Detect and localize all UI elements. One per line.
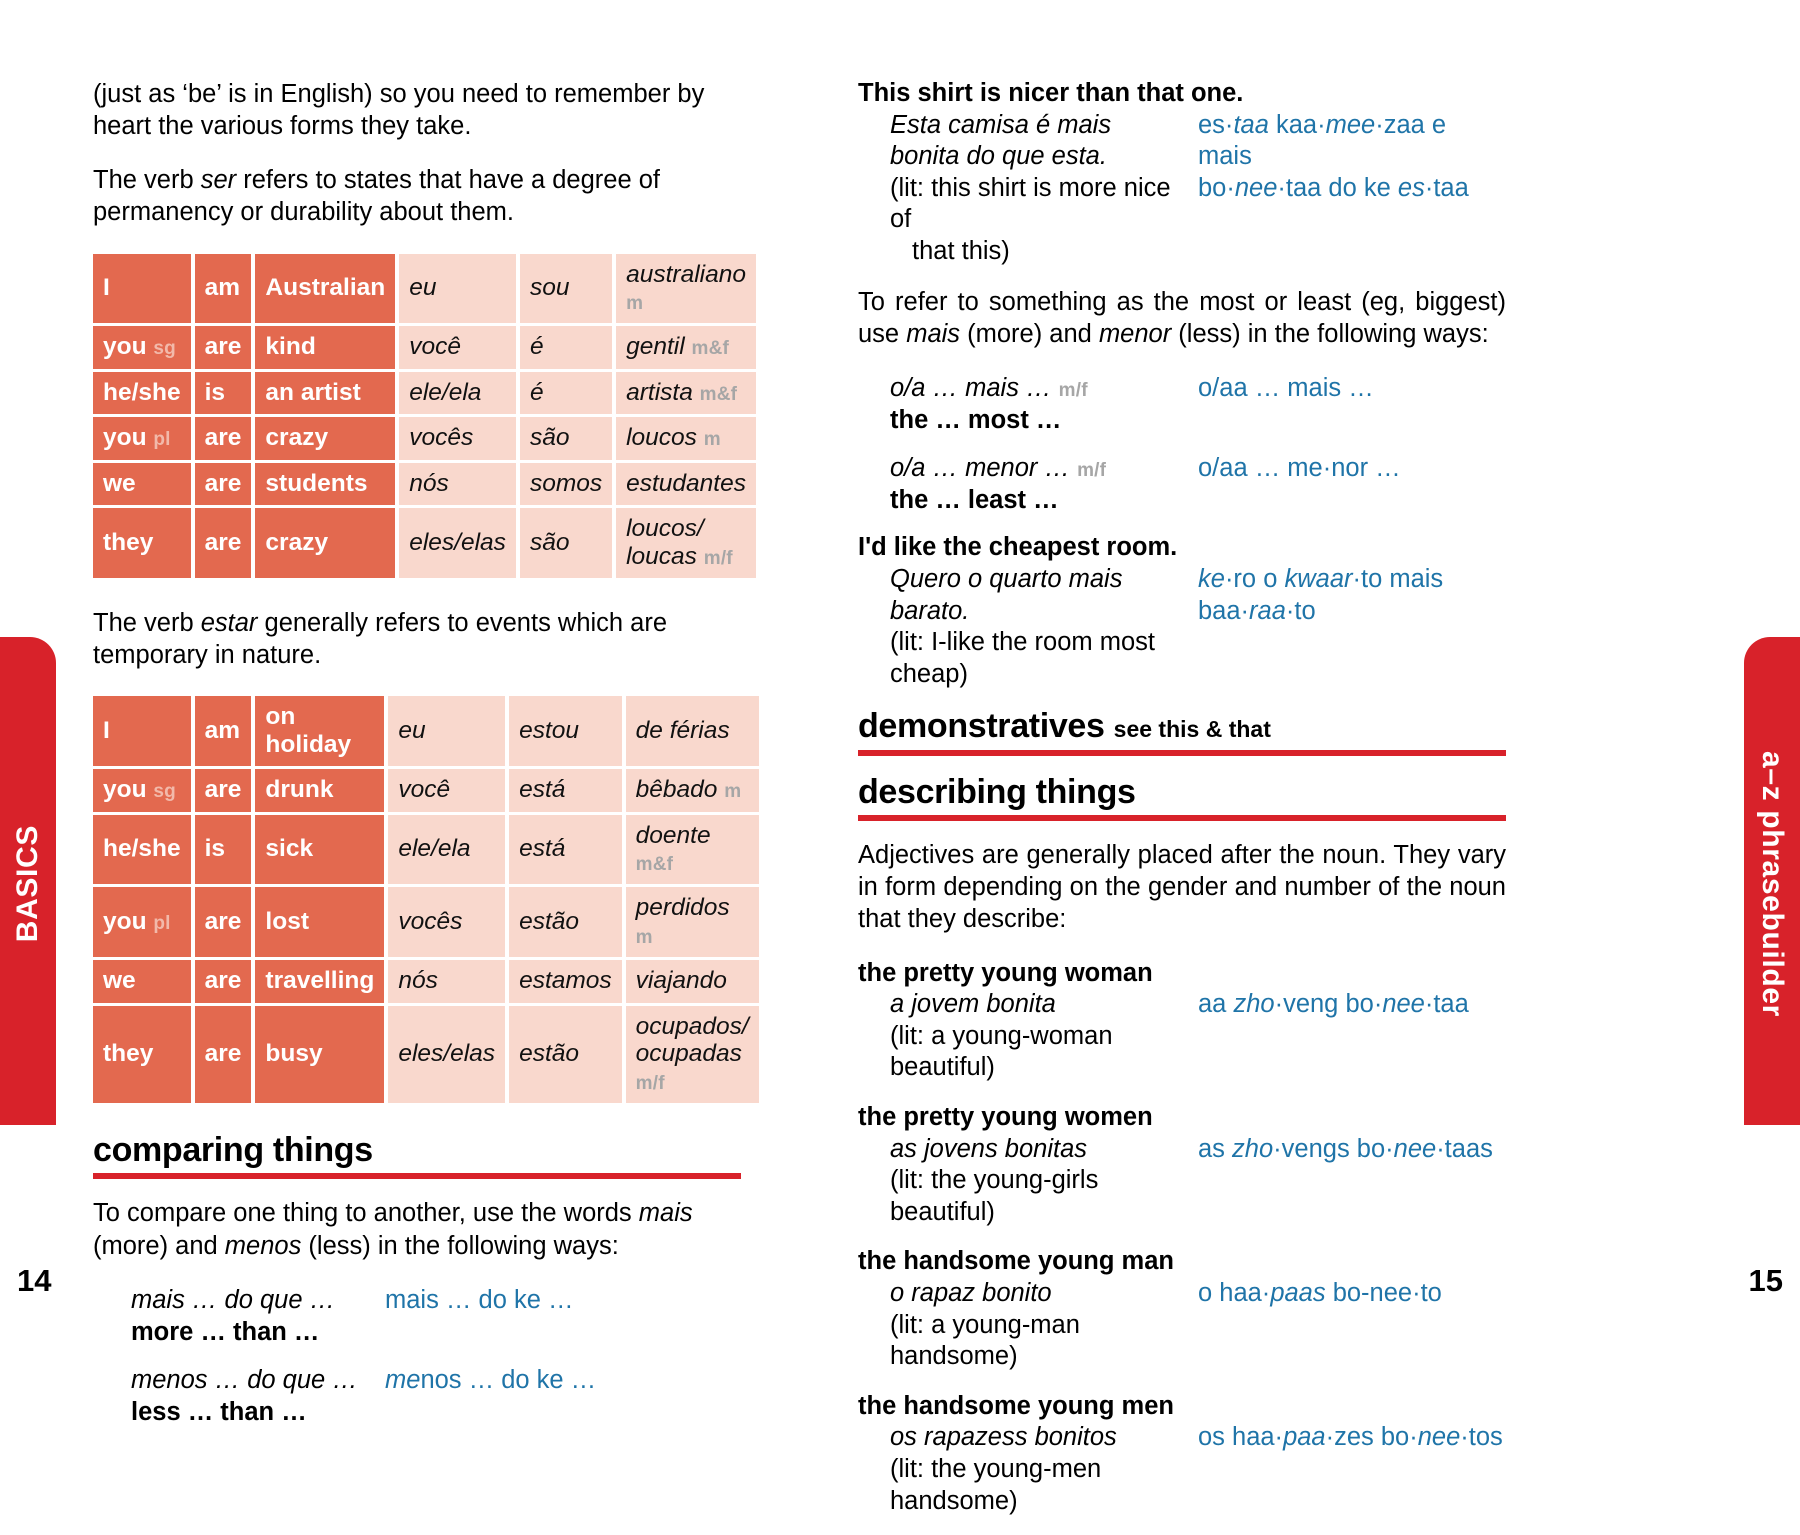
cell-complement: travelling: [255, 960, 384, 1002]
pair-gloss: more … than …: [131, 1317, 320, 1346]
adjective-phonetic: [1198, 1422, 1503, 1454]
native-line: as jovens bonitas: [890, 1134, 1088, 1163]
pair-mais: [93, 1284, 715, 1348]
comparing-paragraph: [93, 1197, 715, 1261]
pair-gender-tag: m/f: [1077, 460, 1107, 482]
example-room: [858, 532, 1506, 690]
pair-gloss: the … most …: [890, 406, 1062, 435]
phonetic-stress: taa: [1233, 110, 1269, 139]
comparing-word-menos: menos: [224, 1231, 302, 1260]
cell-verb: are: [195, 960, 252, 1002]
cell-pt-pronoun: nós: [388, 960, 505, 1002]
cell-complement: drunk: [255, 769, 384, 811]
table-row: [93, 508, 756, 578]
adjective-row: [858, 1422, 1506, 1517]
pair-left: [93, 1364, 385, 1428]
phonetic-seg: …: [1368, 454, 1401, 483]
adjective-row: [858, 1134, 1506, 1229]
cell-verb: are: [195, 887, 252, 957]
page-number-right: 15: [1748, 1263, 1783, 1298]
cell-pt-verb: somos: [520, 463, 612, 505]
cell-pt-pronoun: eles/elas: [399, 508, 516, 578]
cell-pronoun: [93, 1006, 191, 1103]
table-row: [93, 769, 759, 811]
cell-complement: an artist: [255, 372, 395, 414]
cell-pronoun-text: we: [103, 967, 136, 995]
phonetic-stress: nee: [1417, 1423, 1461, 1452]
pair-phonetic-stress: me: [385, 1365, 421, 1394]
section-demonstratives: [858, 708, 1506, 755]
adjective-heading: the handsome young men: [858, 1391, 1174, 1420]
section-rule: [93, 1173, 741, 1179]
adjective-example-2: [858, 1102, 1506, 1228]
pair-phonetic: mais … do ke …: [385, 1285, 574, 1314]
table-row: [93, 887, 759, 957]
example-room-heading: I'd like the cheapest room.: [858, 533, 1178, 562]
cell-pt-gender-tag: m: [635, 926, 653, 948]
example-shirt-heading: This shirt is nicer than that one.: [858, 79, 1244, 107]
pair-least: [858, 452, 1506, 516]
pair-row: [858, 372, 1506, 436]
cell-pronoun: [93, 372, 191, 414]
cell-pronoun: [93, 769, 191, 811]
phonetic-stress: nor: [1331, 454, 1369, 483]
cell-pt-verb: é: [520, 372, 612, 414]
native-line: bonita do que esta.: [890, 142, 1107, 171]
phonetic-seg: ·taa do ke: [1277, 173, 1398, 202]
estar-verb-italic: estar: [200, 609, 258, 637]
example-shirt: [858, 78, 1506, 268]
cell-pt-verb: está: [509, 815, 622, 885]
page-number-left: 14: [17, 1263, 52, 1298]
cell-pronoun: [93, 960, 191, 1002]
section-demonstratives-label: demonstratives: [858, 707, 1105, 746]
phonetic-stress: paa: [1283, 1423, 1326, 1452]
superlative-paragraph-b: (more) and: [960, 319, 1099, 348]
phonetic-seg: o/aa … mais …: [1198, 373, 1374, 402]
cell-pronoun-text: you: [103, 424, 147, 452]
native-line: os rapazess bonitos: [890, 1423, 1117, 1452]
example-shirt-native: [858, 110, 1198, 268]
pair-native-wrap: [890, 452, 1198, 484]
phonetic-seg: baa·: [1198, 596, 1250, 625]
cell-pt-complement-text: artista: [626, 378, 693, 406]
cell-verb: are: [195, 463, 252, 505]
adjective-native: [858, 1422, 1198, 1517]
section-demonstratives-crossref[interactable]: see this & that: [1113, 716, 1271, 743]
cell-pt-complement: [616, 372, 756, 414]
cell-pt-complement: [626, 769, 759, 811]
example-room-row: [858, 564, 1506, 690]
cell-pt-pronoun: eu: [399, 254, 516, 324]
cell-verb: are: [195, 417, 252, 459]
cell-pt-verb: são: [520, 417, 612, 459]
cell-verb: are: [195, 508, 252, 578]
phonetic-seg: ·to: [1285, 596, 1316, 625]
cell-pt-complement: [616, 254, 756, 324]
cell-pt-verb: é: [520, 326, 612, 368]
left-page-column: [93, 78, 749, 1444]
cell-pt-pronoun: você: [399, 326, 516, 368]
cell-pt-verb: estão: [509, 887, 622, 957]
cell-pt-pronoun: você: [388, 769, 505, 811]
literal-line: (lit: this shirt is more nice of: [890, 173, 1171, 234]
cell-pronoun-tag: sg: [153, 781, 176, 803]
adjective-example-1: [858, 958, 1506, 1084]
cell-pronoun: [93, 326, 191, 368]
phonetic-line: [1198, 173, 1506, 205]
table-row: [93, 815, 759, 885]
cell-pt-pronoun: vocês: [399, 417, 516, 459]
table-row: [93, 326, 756, 368]
literal-line: (lit: a young-man handsome): [890, 1310, 1080, 1371]
phonetic-stress: nee: [1382, 990, 1425, 1019]
pair-native: mais … do que …: [131, 1285, 336, 1314]
cell-pt-pronoun: ele/ela: [399, 372, 516, 414]
native-line: barato.: [890, 596, 970, 625]
section-comparing-things: [93, 1132, 715, 1179]
cell-complement: busy: [255, 1006, 384, 1103]
pair-native-wrap: [890, 372, 1198, 404]
cell-pronoun-tag: pl: [153, 429, 171, 451]
phonetic-seg: ·ro o: [1224, 564, 1285, 593]
adjective-row: [858, 989, 1506, 1084]
literal-line: (lit: I-like the room most cheap): [890, 628, 1155, 688]
pair-phonetic: [1198, 372, 1374, 404]
native-line: Esta camisa é mais: [890, 110, 1112, 139]
phonetic-seg: es·: [1198, 110, 1234, 139]
pair-gender-tag: m/f: [1058, 379, 1088, 401]
table-row: [93, 696, 759, 766]
cell-pronoun-text: we: [103, 469, 136, 497]
phonetic-seg: ·zes bo·: [1325, 1423, 1418, 1452]
cell-pt-gender-tag: m&f: [635, 854, 674, 875]
example-shirt-phonetic: [1198, 110, 1506, 205]
section-demonstratives-title: [858, 708, 1506, 749]
cell-verb: are: [195, 769, 252, 811]
table-row: [93, 960, 759, 1002]
section-describing-things: [858, 774, 1506, 821]
pair-phonetic: [385, 1364, 596, 1396]
adjective-row: [858, 1278, 1506, 1373]
phonetic-stress: mee: [1325, 110, 1376, 139]
cell-verb: am: [195, 696, 252, 766]
phonetic-line: [1198, 564, 1443, 596]
sidebar-tab-basics[interactable]: [0, 637, 56, 1125]
adjective-example-3: [858, 1246, 1506, 1372]
cell-pt-complement: [626, 696, 759, 766]
literal-line: that this): [912, 237, 1010, 266]
cell-complement: on holiday: [255, 696, 384, 766]
superlative-paragraph-a: To refer to something as the most or least (eg, biggest) use: [858, 287, 1506, 348]
phonetic-seg: os haa·: [1198, 1423, 1284, 1452]
cell-pt-complement-text: gentil: [626, 333, 685, 361]
cell-pronoun: [93, 508, 191, 578]
comparing-paragraph-a: To compare one thing to another, use the words: [93, 1199, 639, 1228]
sidebar-tab-basics-label: BASICS: [11, 825, 44, 943]
example-shirt-row: [858, 110, 1506, 268]
table-row: [93, 463, 756, 505]
cell-pronoun: [93, 887, 191, 957]
table-row: [93, 417, 756, 459]
phonetic-seg: ·vengs bo·: [1273, 1134, 1394, 1163]
cell-pt-pronoun: vocês: [388, 887, 505, 957]
cell-pt-pronoun: ele/ela: [388, 815, 505, 885]
cell-pronoun-tag: sg: [153, 338, 176, 360]
cell-pt-complement: [626, 887, 759, 957]
pair-left: [93, 1284, 385, 1348]
pair-left: [858, 452, 1198, 516]
cell-pronoun: [93, 696, 191, 766]
phonetic-seg: o haa·: [1198, 1279, 1271, 1308]
cell-pt-gender-tag: m: [626, 292, 644, 314]
pair-left: [858, 372, 1198, 436]
phonetic-seg: ·veng bo·: [1274, 990, 1383, 1019]
cell-pt-verb: estão: [509, 1006, 622, 1103]
example-room-native: [858, 564, 1198, 690]
cell-complement: Australian: [255, 254, 395, 324]
cell-pt-pronoun: eu: [388, 696, 505, 766]
cell-pt-complement-text: perdidos: [635, 894, 730, 922]
adjective-phonetic: [1198, 1278, 1442, 1310]
cell-verb: are: [195, 1006, 252, 1103]
cell-pronoun-text: I: [103, 274, 110, 302]
phonetic-stress: nee: [1234, 173, 1278, 202]
pair-most: [858, 372, 1506, 436]
adjective-heading: the handsome young man: [858, 1247, 1174, 1276]
cell-pronoun: [93, 417, 191, 459]
cell-pronoun: [93, 463, 191, 505]
adjective-heading: the pretty young woman: [858, 958, 1153, 987]
cell-pronoun: [93, 254, 191, 324]
cell-pronoun-text: he/she: [103, 378, 181, 406]
phonetic-seg: bo-nee·to: [1325, 1279, 1442, 1308]
cell-pronoun-text: you: [103, 333, 147, 361]
ser-paragraph: [93, 164, 715, 228]
cell-complement: crazy: [255, 417, 395, 459]
cell-pt-gender-tag: m: [703, 429, 721, 451]
phonetic-seg: ·to mais: [1352, 564, 1444, 593]
intro-paragraph-text: (just as ‘be’ is in English) so you need to remember by heart the various forms they take.: [93, 80, 705, 141]
cell-pronoun-text: he/she: [103, 835, 181, 863]
comparing-paragraph-c: (less) in the following ways:: [301, 1231, 619, 1260]
phonetic-seg: aa: [1198, 990, 1234, 1019]
adjective-native: [858, 1134, 1198, 1229]
cell-pronoun-text: you: [103, 776, 147, 804]
cell-pt-complement: [616, 326, 756, 368]
pair-native: o/a … mais …: [890, 373, 1059, 402]
ser-verb-italic: ser: [200, 166, 237, 195]
adjective-native: [858, 989, 1198, 1084]
intro-paragraph: [93, 78, 715, 142]
native-line: o rapaz bonito: [890, 1279, 1052, 1308]
cell-pt-complement: [626, 1006, 759, 1103]
section-comparing-things-title: comparing things: [93, 1131, 373, 1170]
sidebar-tab-phrasebuilder[interactable]: [1744, 637, 1800, 1125]
cell-pt-verb: está: [509, 769, 622, 811]
cell-pronoun-tag: pl: [153, 913, 171, 935]
adjective-phonetic: [1198, 989, 1469, 1021]
describing-paragraph: Adjectives are generally placed after the noun. They vary in form depending on the gender and number of the noun that they describe:: [858, 841, 1506, 934]
cell-pt-complement: [626, 815, 759, 885]
table-ser: [89, 251, 760, 582]
pair-native: o/a … menor …: [890, 454, 1078, 483]
cell-pt-complement: [616, 463, 756, 505]
literal-line: (lit: the young-men handsome): [890, 1455, 1102, 1515]
section-rule: [858, 815, 1506, 821]
table-estar: [89, 693, 763, 1106]
cell-pt-verb: estou: [509, 696, 622, 766]
superlative-paragraph-c: (less) in the following ways:: [1171, 319, 1489, 348]
native-line: a jovem bonita: [890, 990, 1056, 1019]
phonetic-seg: ·zaa e mais: [1198, 110, 1447, 171]
cell-pt-gender-tag: m&f: [691, 338, 730, 360]
cell-complement: kind: [255, 326, 395, 368]
cell-pt-verb: sou: [520, 254, 612, 324]
phonetic-seg: kaa·: [1268, 110, 1326, 139]
cell-complement: students: [255, 463, 395, 505]
cell-complement: crazy: [255, 508, 395, 578]
comparing-word-mais: mais: [638, 1199, 693, 1228]
sidebar-tab-phrasebuilder-label: a–z phrasebuilder: [1756, 751, 1789, 1017]
phonetic-seg: ·taa: [1424, 173, 1469, 202]
cell-pt-complement-text: doente: [635, 821, 711, 849]
cell-pt-gender-tag: m: [724, 781, 742, 803]
cell-pronoun-text: they: [103, 1040, 154, 1068]
cell-pt-complement-text: loucos/ loucas: [626, 515, 704, 570]
pair-gloss: less … than …: [131, 1398, 307, 1427]
cell-pt-complement-text: viajando: [635, 967, 727, 995]
table-row: [93, 254, 756, 324]
cell-verb: is: [195, 815, 252, 885]
phonetic-stress: zho: [1233, 990, 1275, 1019]
cell-pt-pronoun: eles/elas: [388, 1006, 505, 1103]
phonetic-stress: paas: [1270, 1279, 1326, 1308]
cell-verb: are: [195, 326, 252, 368]
pair-native: menos … do que …: [131, 1365, 358, 1394]
adjective-native: [858, 1278, 1198, 1373]
cell-pt-gender-tag: m/f: [703, 547, 733, 569]
cell-pt-gender-tag: m&f: [699, 383, 738, 405]
literal-line: (lit: a young-woman beautiful): [890, 1021, 1113, 1082]
cell-pt-verb: estamos: [509, 960, 622, 1002]
pair-row: [858, 452, 1506, 516]
cell-pt-complement-text: ocupados/ ocupadas: [635, 1012, 749, 1068]
phonetic-seg: as: [1198, 1134, 1233, 1163]
section-describing-things-title: describing things: [858, 772, 1136, 811]
cell-verb: is: [195, 372, 252, 414]
cell-pt-complement-text: bêbado: [635, 776, 718, 804]
phonetic-stress: nee: [1393, 1134, 1437, 1163]
comparing-paragraph-b: (more) and: [93, 1231, 225, 1260]
phonetic-stress: es: [1397, 173, 1425, 202]
phonetic-stress: kwaar: [1284, 564, 1353, 593]
pair-phonetic: [1198, 452, 1401, 484]
ser-paragraph-post: refers to states that have a degree of permanency or durability about them.: [93, 166, 660, 227]
cell-pronoun: [93, 815, 191, 885]
adjective-example-4: [858, 1391, 1506, 1517]
cell-pronoun-text: I: [103, 716, 110, 744]
section-rule: [858, 750, 1506, 756]
estar-paragraph: [93, 607, 715, 671]
cell-complement: lost: [255, 887, 384, 957]
cell-pt-complement: [616, 508, 756, 578]
pair-row: [93, 1364, 715, 1428]
cell-pt-gender-tag: m/f: [635, 1072, 665, 1094]
pair-row: [93, 1284, 715, 1348]
phonetic-stress: raa: [1249, 596, 1286, 625]
pair-phonetic-rest: nos … do ke …: [420, 1365, 597, 1394]
estar-paragraph-post: generally refers to events which are temporary in nature.: [93, 609, 668, 670]
cell-pt-pronoun: nós: [399, 463, 516, 505]
example-room-phonetic: [1198, 564, 1443, 627]
cell-verb: am: [195, 254, 252, 324]
ser-paragraph-pre: The verb: [93, 166, 201, 195]
superlative-word-menor: menor: [1098, 319, 1172, 348]
superlative-word-mais: mais: [906, 319, 961, 348]
table-row: [93, 1006, 759, 1103]
phonetic-seg: ·tos: [1460, 1423, 1503, 1452]
phonetic-stress: zho: [1232, 1134, 1274, 1163]
phonetic-seg: o/aa … me·: [1198, 454, 1332, 483]
table-row: [93, 372, 756, 414]
cell-pt-complement-text: australiano: [626, 260, 746, 288]
cell-pt-complement: [616, 417, 756, 459]
cell-pt-complement: [626, 960, 759, 1002]
cell-pt-complement-text: loucos: [626, 424, 697, 452]
superlative-paragraph: [858, 286, 1506, 350]
cell-pronoun-text: you: [103, 908, 147, 936]
estar-paragraph-pre: The verb: [93, 609, 201, 637]
phonetic-seg: bo·: [1198, 173, 1235, 202]
literal-line: (lit: the young-girls beautiful): [890, 1166, 1099, 1226]
phonetic-line: [1198, 110, 1506, 173]
cell-pt-complement-text: estudantes: [626, 469, 746, 497]
phonetic-line: [1198, 596, 1443, 628]
pair-menos: [93, 1364, 715, 1428]
cell-pt-verb: são: [520, 508, 612, 578]
phonetic-seg: ·taa: [1424, 990, 1469, 1019]
adjective-heading: the pretty young women: [858, 1103, 1153, 1131]
cell-pronoun-text: they: [103, 528, 154, 556]
adjective-phonetic: [1198, 1134, 1493, 1166]
right-page-column: [858, 78, 1506, 1535]
pair-gloss: the … least …: [890, 486, 1059, 515]
cell-complement: sick: [255, 815, 384, 885]
phonetic-stress: ke: [1198, 564, 1225, 593]
phonetic-seg: ·taas: [1436, 1134, 1493, 1163]
cell-pt-complement-text: de férias: [635, 716, 730, 744]
native-line: Quero o quarto mais: [890, 564, 1123, 593]
